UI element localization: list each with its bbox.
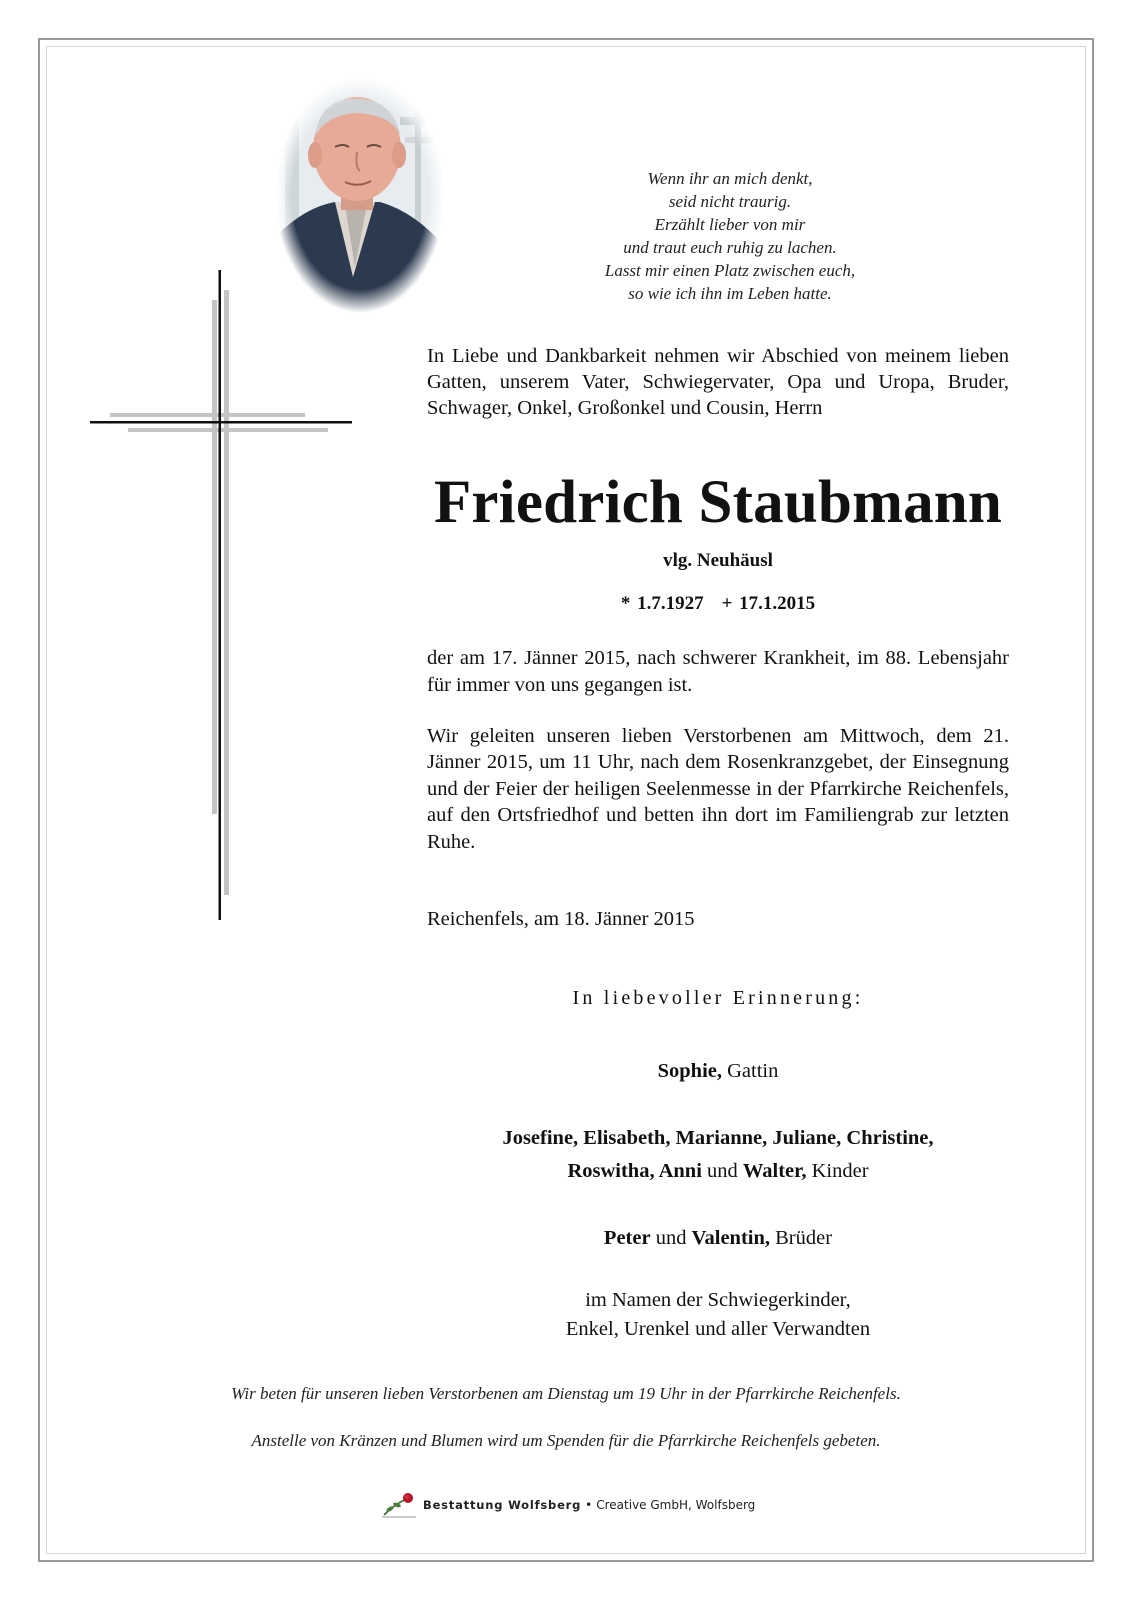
birth-date: * 1.7.1927: [620, 593, 704, 614]
brother-a: Peter: [603, 1227, 651, 1249]
closing-line: Enkel, Urenkel und aller Verwandten: [565, 1318, 871, 1340]
brothers-role: Brüder: [775, 1227, 833, 1249]
poem-line: und traut euch ruhig zu lachen.: [623, 238, 837, 257]
children-and: und: [707, 1160, 738, 1182]
prayer-note: Wir beten für unseren lieben Verstorbenen am Dienstag um 19 Uhr in der Pfarrkirche Reichenfels.: [231, 1384, 901, 1403]
brother-b: Valentin,: [691, 1227, 770, 1249]
donation-note: Anstelle von Kränzen und Blumen wird um Spenden für die Pfarrkirche Reichenfels gebeten.: [251, 1431, 881, 1450]
family-spouse: [427, 1055, 1009, 1088]
footer-separator: •: [585, 1498, 593, 1512]
children-names-b: Walter,: [742, 1160, 807, 1182]
poem-line: Wenn ihr an mich denkt,: [647, 169, 813, 188]
children-role: Kinder: [811, 1160, 869, 1182]
rose-logo-icon: [380, 1491, 418, 1519]
spouse-role: Gattin: [727, 1060, 779, 1082]
death-date: + 17.1.2015: [721, 593, 816, 614]
death-notice-paragraph: der am 17. Jänner 2015, nach schwerer Krankheit, im 88. Lebensjahr für immer von uns gegangen ist.: [427, 647, 1009, 696]
memory-heading: In liebevoller Erinnerung:: [572, 987, 864, 1009]
poem-line: Erzählt lieber von mir: [654, 215, 806, 234]
poem-line: so wie ich ihn im Leben hatte.: [628, 284, 832, 303]
family-children: [427, 1122, 1009, 1188]
spouse-name: Sophie,: [657, 1060, 722, 1082]
intro-text: In Liebe und Dankbarkeit nehmen wir Abschied von meinem lieben Gatten, unserem Vater, Schwiegervater, Opa und Uropa, Bruder, Schwager, Onkel, Großonkel und Cousin, Herrn: [427, 345, 1009, 419]
portrait-illustration: [275, 77, 445, 313]
closing-line: im Namen der Schwiegerkinder,: [585, 1289, 851, 1311]
funeral-details-paragraph: Wir geleiten unseren lieben Verstorbenen am Mittwoch, dem 21. Jänner 2015, um 11 Uhr, nach dem Rosenkranzgebet, der Einsegnung und der Feier der heiligen Seelenmesse in der Pfarrkirche Reichenfels, auf den Ortsfriedhof und betten ihn dort im Familiengrab zur letzten Ruhe.: [427, 725, 1009, 853]
poem-line: Lasst mir einen Platz zwischen euch,: [604, 261, 856, 280]
deceased-name: Friedrich Staubmann: [433, 469, 1003, 536]
family-brothers: [427, 1222, 1009, 1255]
children-names-a: Roswitha, Anni: [567, 1160, 702, 1182]
footer-brand: Bestattung Wolfsberg: [423, 1498, 582, 1512]
children-names-line1: Josefine, Elisabeth, Marianne, Juliane, Christine,: [502, 1127, 934, 1149]
footer: [380, 1490, 760, 1520]
poem: [540, 167, 920, 305]
deceased-nickname: vlg. Neuhäusl: [663, 550, 773, 571]
portrait-photo: [275, 77, 445, 313]
brothers-and: und: [655, 1227, 687, 1249]
place-date: Reichenfels, am 18. Jänner 2015: [427, 908, 695, 930]
footer-company: Creative GmbH, Wolfsberg: [596, 1498, 756, 1512]
life-dates: [427, 593, 1009, 615]
family-closing: [427, 1286, 1009, 1344]
poem-line: seid nicht traurig.: [668, 192, 792, 211]
